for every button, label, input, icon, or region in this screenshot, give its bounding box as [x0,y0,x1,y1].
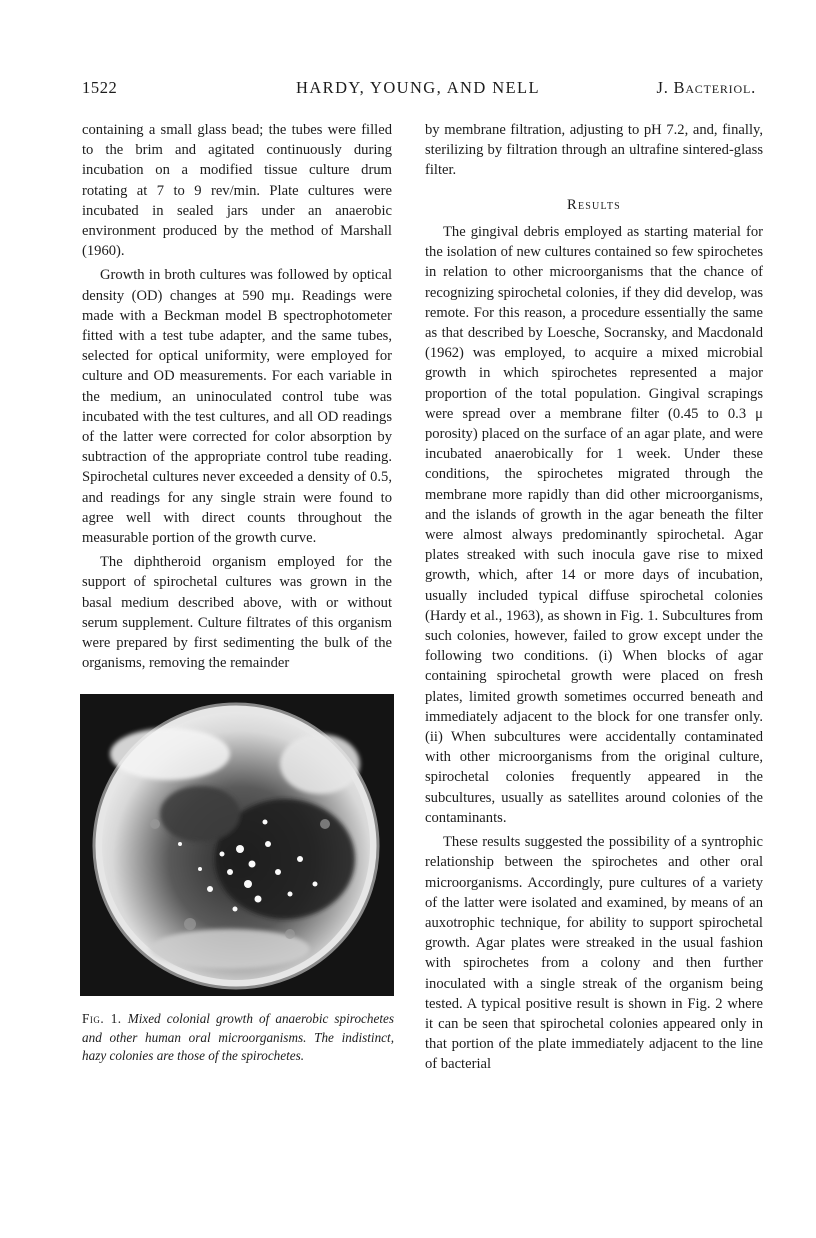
left-column [82,120,392,673]
figure-label: Fig. 1. [82,1011,122,1026]
running-head [80,78,756,104]
paragraph-gingival-debris: The gingival debris employed as starting material for the isolation of new cultures contained so few spirochetes in relation to other microorganisms that the chance of recognizing spirochetal colonies, if they did develop, was remote. For this reason, a procedure essentially the same as that described by Loesche, Socransky, and Macdonald (1962) was employed, to acquire a mixed microbial growth in which spirochetes represented a major proportion of the total population. Gingival scrapings were spread over a membrane filter (0.45 to 0.3 μ porosity) placed on the surface of an agar plate, and were incubated anaerobically for 1 week. Under these conditions, the spirochetes migrated through the membrane more rapidly than did other microorganisms, and the islands of growth in the agar beneath the filter were almost always predominantly spirochetal. Agar plates streaked with such inocula gave rise to mixed growth, which, after 14 or more days of incubation, usually included typical diffuse spirochetal colonies (Hardy et al., 1963), as shown in Fig. 1. Subcultures from such colonies, however, failed to grow except under the following two conditions. (i) When blocks of agar containing spirochetal growth were placed on fresh plates, limited growth sometimes occurred beneath and immediately adjacent to the block for one transfer only. (ii) When subcultures were accidentally contaminated with other microorganisms from the original culture, spirochetal colonies frequently appeared in the subcultures, usually as satellites around colonies of the contaminants. [425,224,763,826]
paragraph-diphtheroid: The diphtheroid organism employed for the support of spirochetal cultures was grown in the basal medium described above, with or without serum supplement. Culture filtrates of this organism were prepared by first sedimenting the bulk of the organisms, removing the remainder [82,554,392,672]
page-number: 1522 [82,78,118,97]
paragraph-optical-density: Growth in broth cultures was followed by optical density (OD) changes at 590 mμ. Readings were made with a Beckman model B spectrophotometer fitted with a test tube adapter, and the same tubes, selected for optical uniformity, were employed for culture and OD measurements. For each variable in the medium, an uninoculated control tube was incubated with the test cultures, and all OD readings of the latter were corrected for color absorption by subtraction of the appropriate control tube reading. Spirochetal cultures never exceeded a density of 0.5, and readings for any single strain were found to agree well with direct counts throughout the measurable portion of the growth curve. [82,267,392,547]
running-head-journal: J. Bacteriol. [656,78,756,97]
figure-1-photograph [80,694,394,996]
running-head-authors: HARDY, YOUNG, AND NELL [296,78,540,97]
petri-dish-image [80,694,394,996]
section-heading-results: Results [567,197,621,213]
figure-caption-text: Mixed colonial growth of anaerobic spirochetes and other human oral microorganisms. The indistinct, hazy colonies are those of the spirochetes. [82,1011,394,1064]
paragraph-syntrophic: These results suggested the possibility of a syntrophic relationship between the spirochetes and other oral microorganisms. Accordingly, pure cultures of a variety of the latter were isolated and examined, by means of an auxotrophic technique, for ability to support spirochetal growth. Agar plates were streaked in the usual fashion with spirochetes from a colony and then further inoculated with a single streak of the organism being tested. A typical positive result is shown in Fig. 2 where it can be seen that spirochetal colonies appeared only in that portion of the plate immediately adjacent to the line of bacterial [425,834,763,1073]
right-column-top [425,120,763,181]
right-column-main [425,222,763,1075]
paragraph-continued: containing a small glass bead; the tubes were filled to the brim and agitated continuously during incubation on a modified tissue culture drum rotating at 7 to 9 rev/min. Plate cultures were incubated in sealed jars under an anaerobic environment produced by the method of Marshall (1960). [82,122,392,260]
paragraph-membrane-filtration: by membrane filtration, adjusting to pH 7.2, and, finally, sterilizing by filtration through an ultrafine sintered-glass filter. [425,122,763,179]
figure-1-caption [82,1010,394,1066]
